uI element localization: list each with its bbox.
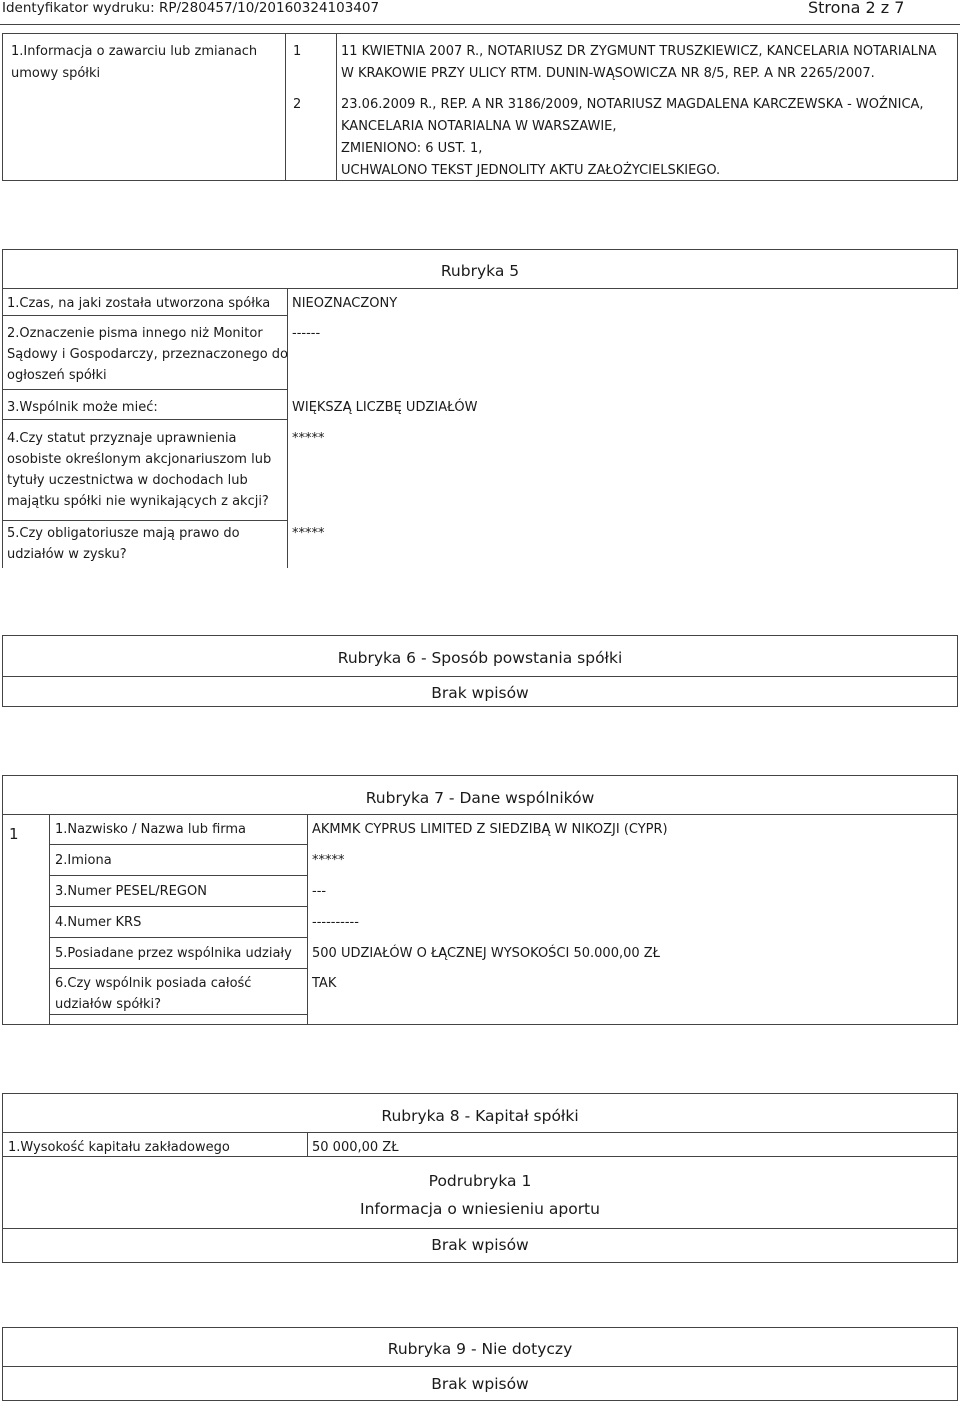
field-value: *****: [292, 526, 325, 541]
print-identifier: Identyfikator wydruku: RP/280457/10/20160324103407: [2, 0, 380, 16]
field-label: 3.Numer PESEL/REGON: [55, 884, 207, 899]
rubryka-8-title: Rubryka 8 - Kapitał spółki: [381, 1107, 579, 1125]
field-label: 2.Imiona: [55, 853, 112, 868]
rubryka-9-empty: Brak wpisów: [431, 1375, 529, 1393]
entry-line: ZMIENIONO: 6 UST. 1,: [341, 141, 483, 156]
field-value: AKMMK CYPRUS LIMITED Z SIEDZIBĄ W NIKOZJI (CYPR): [312, 822, 668, 837]
entry-line: 11 KWIETNIA 2007 R., NOTARIUSZ DR ZYGMUNT TRUSZKIEWICZ, KANCELARIA NOTARIALNA: [341, 44, 937, 59]
field-label: 4.Czy statut przyznaje uprawnienia: [7, 431, 237, 446]
field-label: 5.Czy obligatoriusze mają prawo do: [7, 526, 240, 541]
entry-line: W KRAKOWIE PRZY ULICY RTM. DUNIN-WĄSOWICZA NR 8/5, REP. A NR 2265/2007.: [341, 66, 875, 81]
entry-number: 1: [293, 44, 302, 59]
field-label: 3.Wspólnik może mieć:: [7, 400, 158, 415]
field-value: *****: [292, 431, 325, 446]
field-value: ---: [312, 884, 327, 899]
rubryka-5-title: Rubryka 5: [440, 262, 520, 280]
rubryka-5: [2, 249, 958, 289]
entry-line: KANCELARIA NOTARIALNA W WARSZAWIE,: [341, 119, 617, 134]
partner-index: 1: [9, 825, 19, 843]
info-section: [2, 33, 958, 181]
rubryka-9: [2, 1327, 958, 1401]
field-label: 5.Posiadane przez wspólnika udziały: [55, 946, 292, 961]
field-value: ------: [292, 326, 321, 341]
header-divider: [0, 24, 960, 25]
field-value: *****: [312, 853, 345, 868]
field-label: 1.Wysokość kapitału zakładowego: [8, 1140, 230, 1155]
field-label: Sądowy i Gospodarczy, przeznaczonego do: [7, 347, 288, 362]
rubryka-7-title: Rubryka 7 - Dane wspólników: [365, 789, 595, 807]
field-value: 500 UDZIAŁÓW O ŁĄCZNEJ WYSOKOŚCI 50.000,00 ZŁ: [312, 946, 660, 961]
field-value: ----------: [312, 915, 359, 930]
field-label: udziałów w zysku?: [7, 547, 127, 562]
entry-number: 2: [293, 97, 302, 112]
info-label-line1: 1.Informacja o zawarciu lub zmianach: [11, 44, 258, 59]
rubryka-6-title: Rubryka 6 - Sposób powstania spółki: [337, 649, 623, 667]
field-label: 1.Nazwisko / Nazwa lub firma: [55, 822, 247, 837]
field-label: tytuły uczestnictwa w dochodach lub: [7, 473, 248, 488]
page-number: Strona 2 z 7: [808, 0, 905, 17]
field-label: 4.Numer KRS: [55, 915, 142, 930]
rubryka-9-title: Rubryka 9 - Nie dotyczy: [387, 1340, 573, 1358]
field-label: udziałów spółki?: [55, 997, 162, 1012]
field-value: TAK: [312, 976, 337, 991]
field-label: 2.Oznaczenie pisma innego niż Monitor: [7, 326, 263, 341]
info-label-line2: umowy spółki: [11, 66, 101, 81]
rubryka-8: [2, 1093, 958, 1263]
entry-line: UCHWALONO TEKST JEDNOLITY AKTU ZAŁOŻYCIELSKIEGO.: [341, 163, 721, 178]
rubryka-6-empty: Brak wpisów: [431, 684, 529, 702]
rubryka-7: [2, 775, 958, 1025]
field-value: WIĘKSZĄ LICZBĘ UDZIAŁÓW: [292, 400, 478, 415]
field-label: 1.Czas, na jaki została utworzona spółka: [7, 296, 271, 311]
rubryka-8-empty: Brak wpisów: [431, 1236, 529, 1254]
field-value: NIEOZNACZONY: [292, 296, 398, 311]
field-value: 50 000,00 ZŁ: [312, 1140, 399, 1155]
field-label: ogłoszeń spółki: [7, 368, 107, 383]
field-label: osobiste określonym akcjonariuszom lub: [7, 452, 272, 467]
subsection-subtitle: Informacja o wniesieniu aportu: [360, 1200, 600, 1218]
field-label: majątku spółki nie wynikających z akcji?: [7, 494, 269, 509]
subsection-title: Podrubryka 1: [428, 1172, 532, 1190]
entry-line: 23.06.2009 R., REP. A NR 3186/2009, NOTARIUSZ MAGDALENA KARCZEWSKA - WOŹNICA,: [341, 97, 924, 112]
field-label: 6.Czy wspólnik posiada całość: [55, 976, 252, 991]
rubryka-6: [2, 635, 958, 707]
